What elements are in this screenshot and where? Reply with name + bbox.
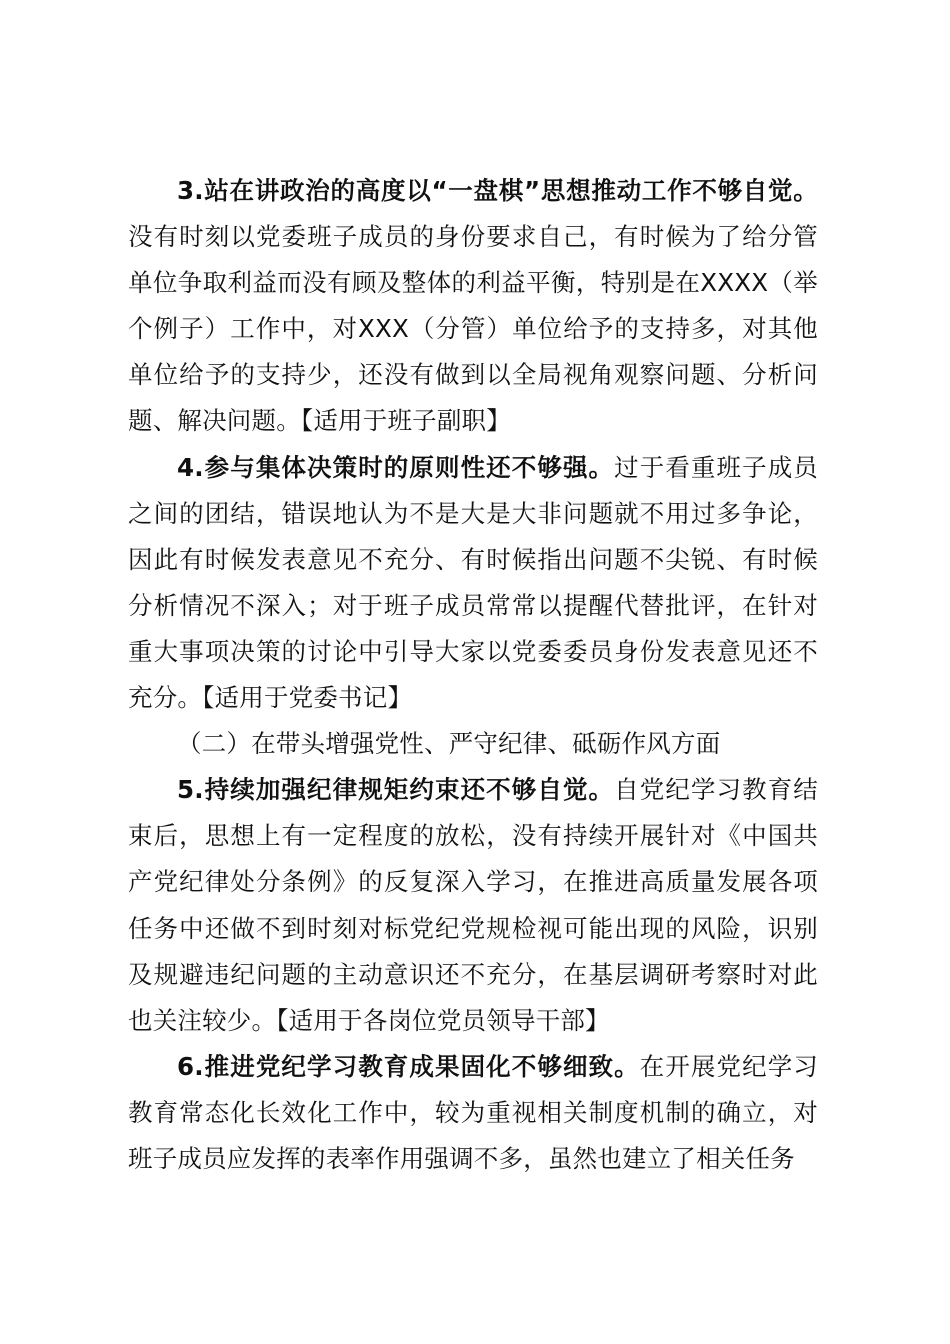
paragraph-body: 在开展党纪学习教育常态化长效化工作中，较为重视相关制度机制的确立，对班子成员应发挥的表率作用强调不多，虽然也建立了相关任务: [128, 1051, 818, 1173]
paragraph-heading: 3.站在讲政治的高度以“一盘棋”思想推动工作不够自觉。: [177, 176, 818, 205]
paragraph-body: 自党纪学习教育结束后，思想上有一定程度的放松，没有持续开展针对《中国共产党纪律处分条例》的反复深入学习，在推进高质量发展各项任务中还做不到时刻对标党纪党规检视可能出现的风险，识别及规避违纪问题的主动意识还不充分，在基层调研考察时对此也关注较少。【适用于各岗位党员领导干部】: [128, 775, 818, 1035]
paragraph-item-6: [128, 1044, 818, 1182]
paragraph-body: 过于看重班子成员之间的团结，错误地认为不是大是大非问题就不用过多争论，因此有时候发表意见不充分、有时候指出问题不尖锐、有时候分析情况不深入；对于班子成员常常以提醒代替批评，在针对重大事项决策的讨论中引导大家以党委委员身份发表意见还不充分。【适用于党委书记】: [128, 452, 818, 713]
section-heading: （二）在带头增强党性、严守纪律、砥砺作风方面: [177, 729, 721, 759]
paragraph-body: 没有时刻以党委班子成员的身份要求自己，有时候为了给分管单位争取利益而没有顾及整体的利益平衡，特别是在XXXX（举个例子）工作中，对XXX（分管）单位给予的支持多，对其他单位给予的支持少，还没有做到以全局视角观察问题、分析问题、解决问题。【适用于班子副职】: [128, 222, 818, 436]
document-page: [128, 168, 818, 1182]
paragraph-heading: 5.持续加强纪律规矩约束还不够自觉。: [177, 775, 615, 805]
paragraph-item-4: [128, 445, 818, 722]
paragraph-item-3: [128, 168, 818, 445]
paragraph-item-5: [128, 767, 818, 1044]
paragraph-heading: 4.参与集体决策时的原则性还不够强。: [177, 452, 615, 482]
paragraph-heading: 6.推进党纪学习教育成果固化不够细致。: [177, 1051, 640, 1081]
